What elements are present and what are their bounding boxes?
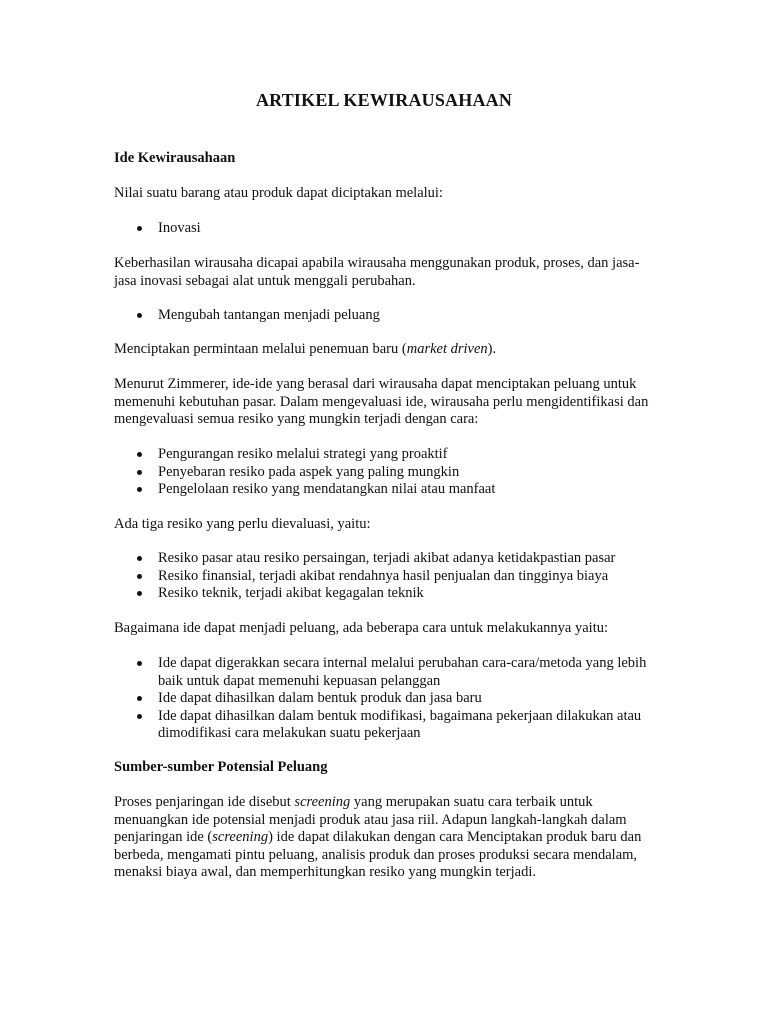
list-item: Pengurangan resiko melalui strategi yang proaktif — [114, 446, 654, 464]
paragraph-text: Keberhasilan wirausaha dicapai apabila wirausaha menggunakan produk, proses, dan jasa-jasa inovasi sebagai alat untuk menggali perubahan. — [114, 255, 640, 289]
list-item: Pengelolaan resiko yang mendatangkan nilai atau manfaat — [114, 481, 654, 499]
section-heading-ide — [114, 150, 654, 168]
paragraph — [114, 255, 654, 290]
paragraph-text: Bagaimana ide dapat menjadi peluang, ada beberapa cara untuk melakukannya yaitu: — [114, 620, 608, 636]
list-item: Resiko finansial, terjadi akibat rendahnya hasil penjualan dan tingginya biaya — [114, 568, 654, 586]
bullet-list — [114, 655, 654, 743]
bullet-list — [114, 220, 654, 238]
paragraph-text: Proses penjaringan ide disebut screening yang merupakan suatu cara terbaik untuk menuangkan ide potensial menjadi produk atau jasa riil. Adapun langkah-langkah dalam penjaringan ide (screening) ide dapat dilakukan dengan cara Menciptakan produk baru dan berbeda, mengamati pintu peluang, analisis produk dan proses produksi secara mendalam, menaksi biaya awal, dan memperhitungkan resiko yang mungkin terjadi. — [114, 794, 642, 880]
paragraph-text: Menurut Zimmerer, ide-ide yang berasal dari wirausaha dapat menciptakan peluang untuk memenuhi kebutuhan pasar. Dalam mengevaluasi ide, wirausaha perlu mengidentifikasi dan mengevaluasi semua resiko yang mungkin terjadi dengan cara: — [114, 376, 649, 427]
list-item: Ide dapat dihasilkan dalam bentuk produk dan jasa baru — [114, 690, 654, 708]
paragraph — [114, 620, 654, 638]
list-item: Inovasi — [114, 220, 654, 238]
section-heading-text: Ide Kewirausahaan — [114, 150, 236, 166]
paragraph — [114, 341, 654, 359]
section-heading-text: Sumber-sumber Potensial Peluang — [114, 759, 328, 775]
bullet-list — [114, 550, 654, 603]
list-item: Ide dapat digerakkan secara internal melalui perubahan cara-cara/metoda yang lebih baik untuk dapat memenuhi kepuasan pelanggan — [114, 655, 654, 690]
bullet-list — [114, 446, 654, 499]
paragraph — [114, 516, 654, 534]
section-heading-sumber — [114, 759, 654, 777]
page-title: ARTIKEL KEWIRAUSAHAAN — [255, 90, 513, 110]
list-item: Resiko pasar atau resiko persaingan, terjadi akibat adanya ketidakpastian pasar — [114, 550, 654, 568]
list-item: Resiko teknik, terjadi akibat kegagalan teknik — [114, 585, 654, 603]
list-item: Mengubah tantangan menjadi peluang — [114, 307, 654, 325]
paragraph-text: Menciptakan permintaan melalui penemuan baru (market driven). — [114, 341, 497, 357]
bullet-list — [114, 307, 654, 325]
paragraph — [114, 376, 654, 429]
paragraph-text: Ada tiga resiko yang perlu dievaluasi, yaitu: — [114, 516, 371, 532]
list-item: Ide dapat dihasilkan dalam bentuk modifikasi, bagaimana pekerjaan dilakukan atau dimodifikasi cara melakukan suatu pekerjaan — [114, 708, 654, 743]
paragraph — [114, 794, 654, 882]
list-item: Penyebaran resiko pada aspek yang paling mungkin — [114, 464, 654, 482]
paragraph — [114, 185, 654, 203]
paragraph-text: Nilai suatu barang atau produk dapat diciptakan melalui: — [114, 185, 443, 201]
